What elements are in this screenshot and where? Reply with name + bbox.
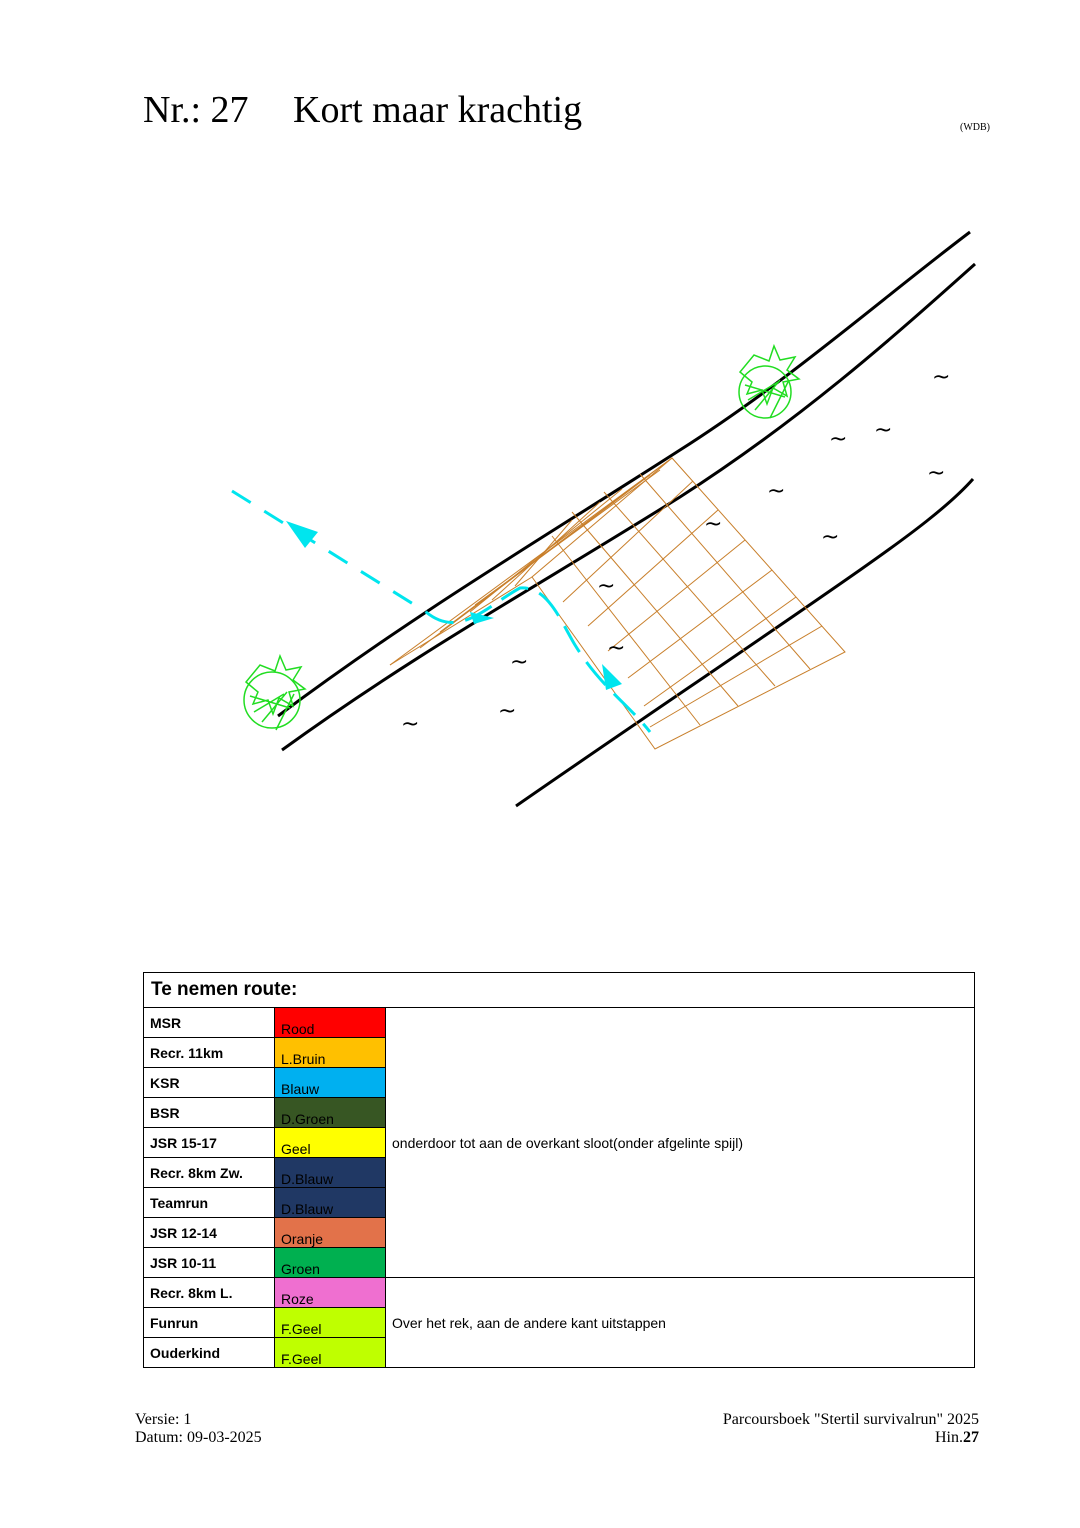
svg-text:~: ~: [510, 650, 529, 675]
page-number: Hin.27: [935, 1429, 979, 1446]
obstacle-name: Kort maar krachtig: [293, 89, 583, 131]
group-name: Ouderkind: [144, 1338, 275, 1368]
group-name: BSR: [144, 1098, 275, 1128]
footer-left: [135, 1411, 262, 1447]
svg-text:~: ~: [607, 636, 626, 661]
route-color: Groen: [275, 1248, 386, 1278]
group-name: Recr. 8km Zw.: [144, 1158, 275, 1188]
route-arrowhead-icon: [602, 664, 622, 690]
route-color: Rood: [275, 1008, 386, 1038]
route-color: F.Geel: [275, 1308, 386, 1338]
group-name: Funrun: [144, 1308, 275, 1338]
svg-text:~: ~: [704, 512, 723, 537]
route-color: F.Geel: [275, 1338, 386, 1368]
group-name: JSR 15-17: [144, 1128, 275, 1158]
route-description: Over het rek, aan de andere kant uitstappen: [386, 1278, 975, 1368]
author-code: (WDB): [960, 122, 990, 133]
bank-line-lower: [516, 479, 973, 806]
group-name: Teamrun: [144, 1188, 275, 1218]
svg-text:~: ~: [932, 365, 951, 390]
route-color: Geel: [275, 1128, 386, 1158]
svg-text:~: ~: [498, 699, 517, 724]
route-table-heading: Te nemen route:: [144, 973, 975, 1008]
book-title: Parcoursboek "Stertil survivalrun" 2025: [722, 1411, 979, 1428]
water-icon: [401, 365, 950, 737]
tree-icon: [739, 346, 799, 418]
svg-text:~: ~: [597, 574, 616, 599]
version-text: Versie: 1: [135, 1411, 192, 1428]
svg-text:~: ~: [927, 461, 946, 486]
route-description: onderdoor tot aan de overkant sloot(onder afgelinte spijl): [386, 1008, 975, 1278]
group-name: JSR 10-11: [144, 1248, 275, 1278]
table-row: [144, 1278, 975, 1308]
svg-text:~: ~: [821, 525, 840, 550]
route-color: D.Blauw: [275, 1188, 386, 1218]
footer-right: [560, 1411, 979, 1447]
tree-icon: [244, 656, 305, 730]
group-name: Recr. 11km: [144, 1038, 275, 1068]
svg-text:~: ~: [874, 418, 893, 443]
route-color: Oranje: [275, 1218, 386, 1248]
obstacle-number: Nr.: 27: [143, 89, 249, 131]
group-name: JSR 12-14: [144, 1218, 275, 1248]
svg-text:~: ~: [767, 479, 786, 504]
route-color: Blauw: [275, 1068, 386, 1098]
table-row: [144, 1008, 975, 1038]
date-text: Datum: 09-03-2025: [135, 1429, 262, 1446]
group-name: KSR: [144, 1068, 275, 1098]
route-color: L.Bruin: [275, 1038, 386, 1068]
route-arrowhead-icon: [286, 521, 318, 548]
svg-text:~: ~: [401, 712, 420, 737]
route-color: Roze: [275, 1278, 386, 1308]
svg-text:~: ~: [829, 427, 848, 452]
group-name: Recr. 8km L.: [144, 1278, 275, 1308]
group-name: MSR: [144, 1008, 275, 1038]
route-color: D.Groen: [275, 1098, 386, 1128]
route-table: [143, 972, 975, 1368]
route-color: D.Blauw: [275, 1158, 386, 1188]
